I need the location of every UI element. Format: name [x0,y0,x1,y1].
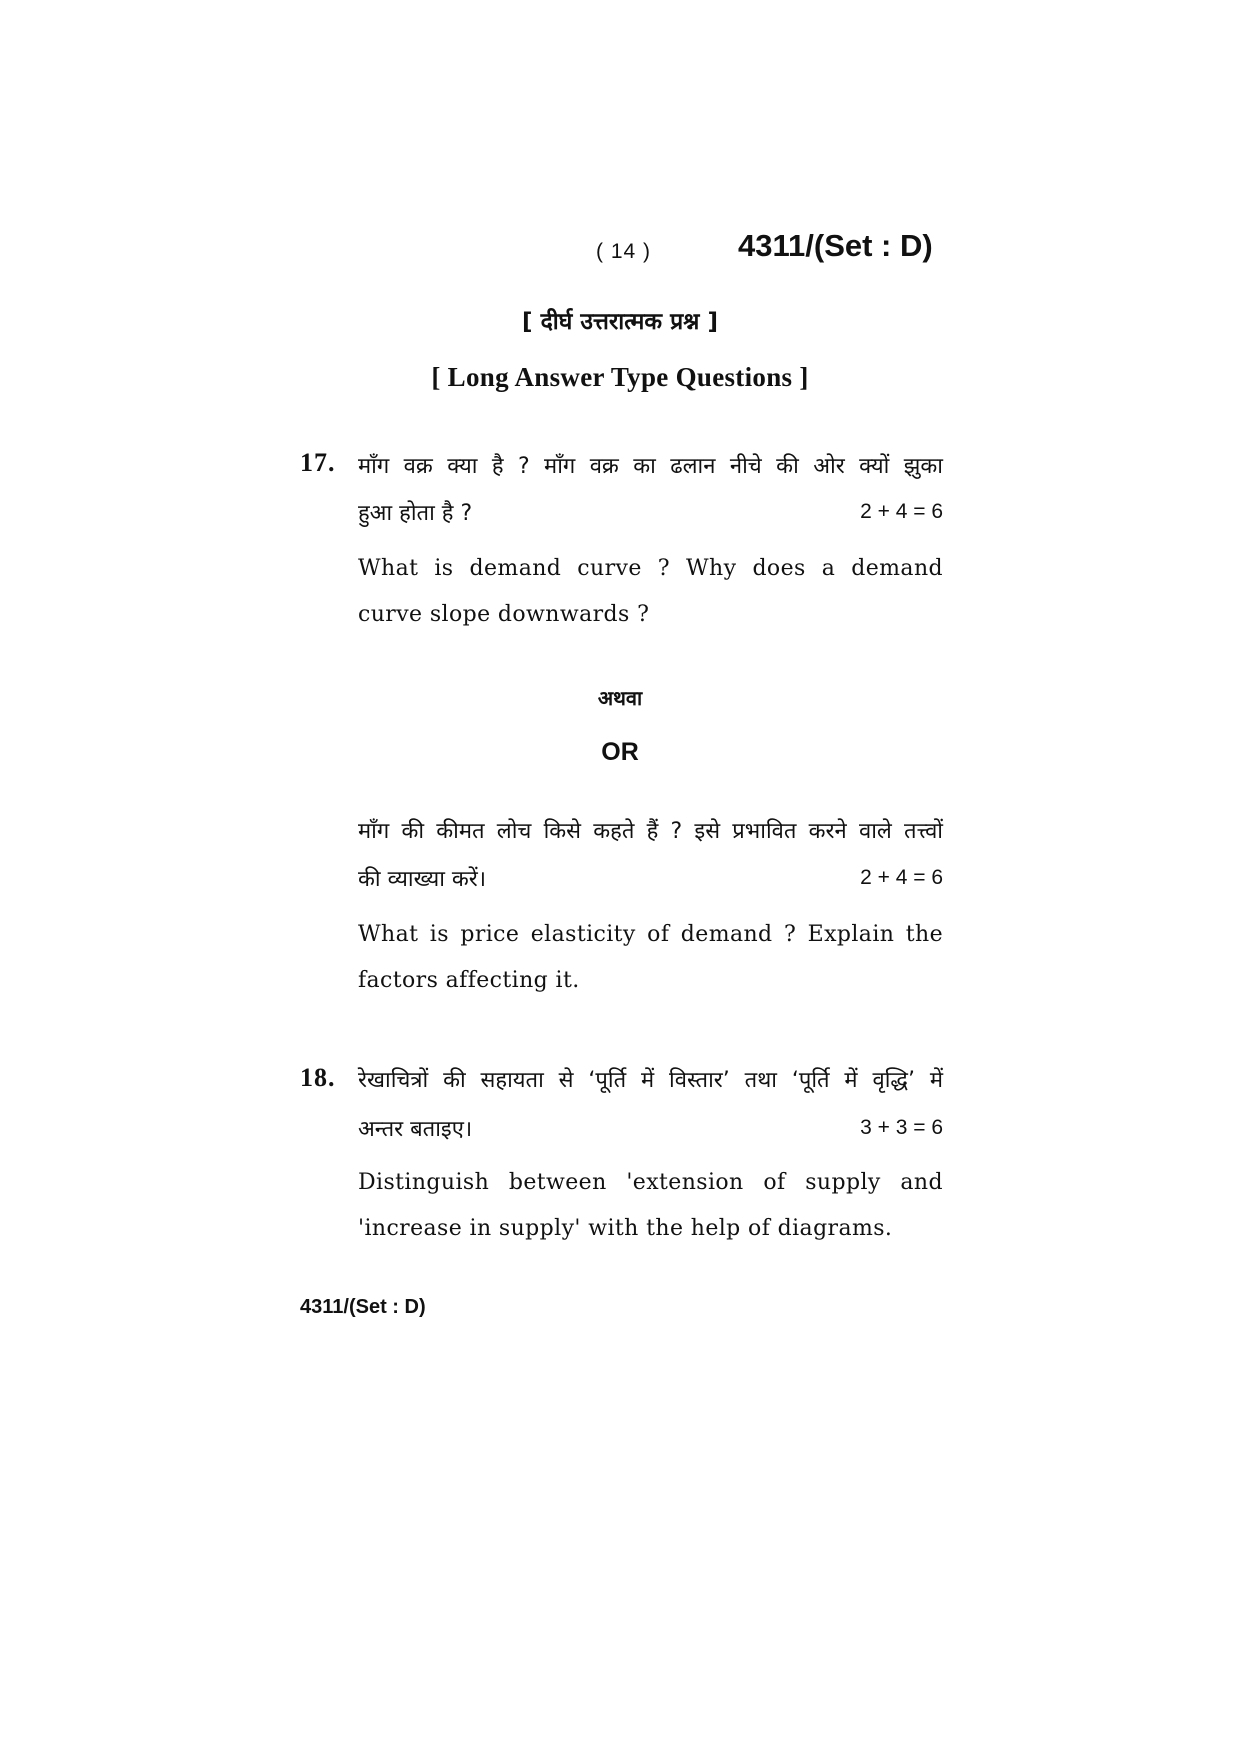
question-18-hindi-line1: रेखाचित्रों की सहायता से ‘पूर्ति में विस्तार’ तथा ‘पूर्ति में वृद्धि’ में [358,1068,943,1093]
set-code-header: 4311/(Set : D) [738,228,933,263]
question-18-hindi-line2: अन्तर बताइए। [358,1117,473,1142]
section-title-hindi: [ दीर्घ उत्तरात्मक प्रश्न ] [522,309,718,335]
question-17-hindi-line1: माँग वक्र क्या है ? माँग वक्र का ढलान नीचे की ओर क्यों झुका [358,454,943,479]
question-17-alt-hindi-line2: की व्याख्या करें। [358,867,487,892]
question-18-marks: 3 + 3 = 6 [860,1116,943,1139]
question-17-alt-hindi-line1: माँग की कीमत लोच किसे कहते हैं ? इसे प्रभावित करने वाले तत्त्वों [358,819,943,844]
or-english: OR [601,738,639,766]
question-17-alt-marks: 2 + 4 = 6 [860,866,943,889]
section-title-english: [ Long Answer Type Questions ] [431,362,809,392]
question-17-english-line1: What is demand curve ? Why does a demand [358,556,943,581]
question-17-alt-english-line1: What is price elasticity of demand ? Explain the [358,922,943,947]
or-hindi: अथवा [597,686,643,710]
question-17-number: 17. [300,448,336,477]
footer-set-code: 4311/(Set : D) [300,1296,426,1318]
question-18-number: 18. [300,1063,336,1092]
question-17-marks: 2 + 4 = 6 [860,500,943,523]
question-18-english-line2: 'increase in supply' with the help of diagrams. [358,1216,893,1241]
question-17-hindi-line2: हुआ होता है ? [358,501,473,526]
question-17-english-line2: curve slope downwards ? [358,602,650,627]
question-18-english-line1: Distinguish between 'extension of supply and [358,1170,943,1195]
question-17-alt-english-line2: factors affecting it. [358,968,580,993]
page-number: ( 14 ) [596,240,652,263]
